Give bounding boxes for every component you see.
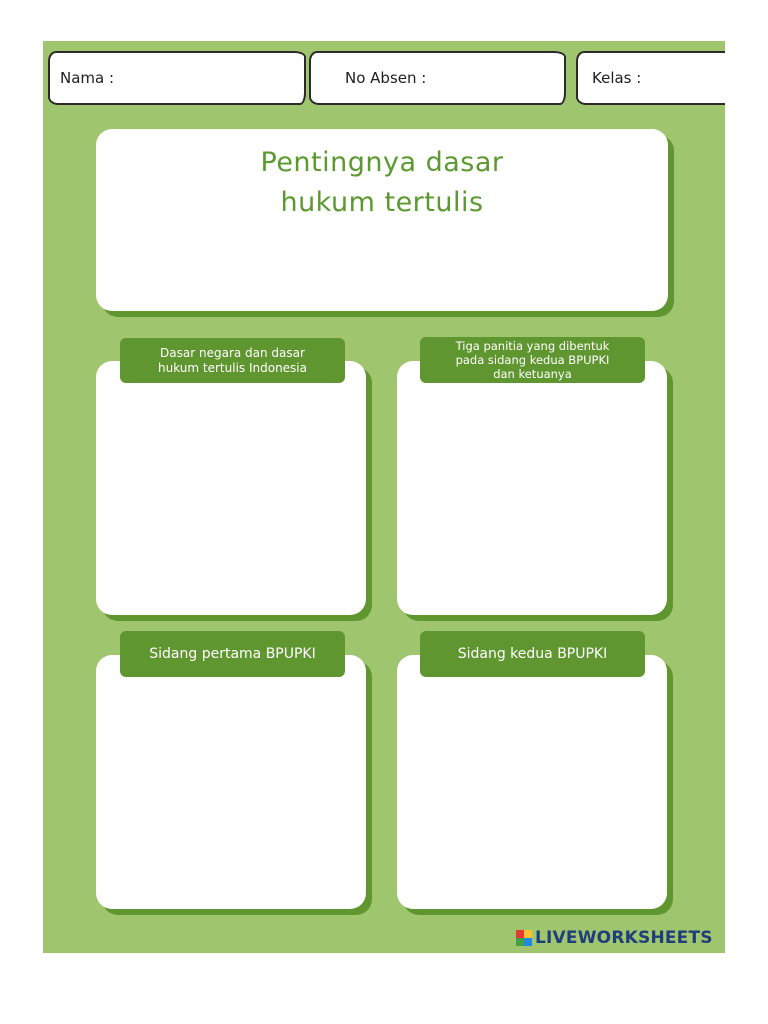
- box-label-line: Tiga panitia yang dibentuk: [455, 339, 610, 353]
- no-absen-field[interactable]: [309, 51, 566, 105]
- brand-name: LIVEWORKSHEETS: [535, 928, 713, 948]
- worksheet: [43, 41, 725, 953]
- no-absen-label: No Absen :: [345, 69, 427, 87]
- title-card: [96, 129, 668, 311]
- logo-square: [516, 938, 524, 946]
- box-label-line: Sidang kedua BPUPKI: [457, 646, 608, 662]
- box-label-line: pada sidang kedua BPUPKI: [455, 353, 610, 367]
- box-label-sidang-kedua: [420, 631, 645, 677]
- nama-label: Nama :: [60, 69, 115, 87]
- box-label-line: Dasar negara dan dasar: [160, 345, 305, 360]
- kelas-label: Kelas :: [592, 69, 642, 87]
- box-label-tiga-panitia: [420, 337, 645, 383]
- logo-square: [524, 938, 532, 946]
- worksheet-title: [96, 143, 668, 223]
- liveworksheets-logo-icon: [516, 930, 532, 946]
- answer-box-sidang-kedua[interactable]: [397, 655, 667, 909]
- kelas-field[interactable]: [576, 51, 725, 105]
- box-label-dasar-negara: [120, 338, 345, 383]
- box-label-sidang-pertama: [120, 631, 345, 677]
- nama-field[interactable]: [48, 51, 306, 105]
- logo-square: [516, 930, 524, 938]
- title-line-2: hukum tertulis: [280, 187, 484, 218]
- answer-box-sidang-pertama[interactable]: [96, 655, 366, 909]
- logo-square: [524, 930, 532, 938]
- box-label-line: Sidang pertama BPUPKI: [149, 646, 316, 662]
- liveworksheets-brand: [516, 928, 713, 948]
- answer-box-dasar-negara[interactable]: [96, 361, 366, 615]
- box-label-line: hukum tertulis Indonesia: [158, 360, 307, 375]
- title-line-1: Pentingnya dasar: [260, 147, 504, 178]
- box-label-line: dan ketuanya: [493, 367, 572, 381]
- answer-box-tiga-panitia[interactable]: [397, 361, 667, 615]
